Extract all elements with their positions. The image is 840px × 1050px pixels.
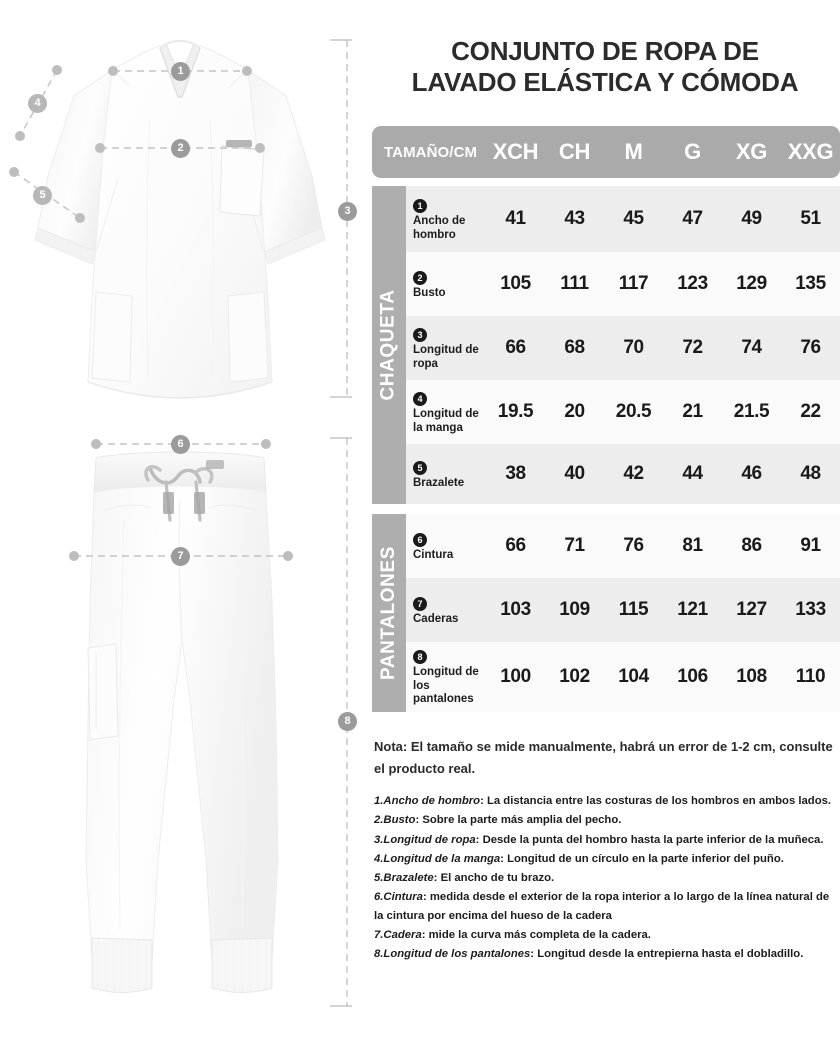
pantalones-rows [406,514,840,712]
row-label [406,594,486,626]
row-number-badge: 4 [413,392,427,406]
cell-value: 121 [677,599,708,620]
definition-text: Sobre la parte más amplia del pecho. [422,814,622,827]
header-size-xg: XG [735,139,768,164]
row-name: Longitud de los pantalones [413,666,479,706]
cell-value: 129 [736,273,767,294]
chart-content-panel [366,0,840,1050]
definition-index: 8. [374,948,384,961]
definition-index: 5. [374,872,384,885]
definition-term: Longitud de los pantalones [383,948,531,961]
cell-value: 104 [618,666,649,687]
definition-index: 6. [374,891,384,904]
row-name: Ancho de hombro [413,215,466,241]
cell-value: 68 [564,337,585,358]
cell-value: 74 [741,337,762,358]
definition-term: Ancho de hombro [383,795,481,807]
definition-term: Brazalete [383,872,434,885]
cell-value: 45 [623,208,644,229]
row-label [406,325,486,371]
cell-value: 135 [795,273,826,294]
definition-index: 3. [374,833,384,846]
row-name: Caderas [413,612,459,625]
cell-value: 66 [505,337,526,358]
row-label [406,458,486,490]
row-name: Longitud de ropa [413,344,479,370]
marker-3-garment-length: 3 [338,202,357,221]
definition-item [374,850,840,868]
definition-text: medida desde el exterior de la ropa interior a lo largo de la línea natural de la cintura por encima del hueso de la cadera [374,891,830,922]
cell-value: 66 [505,535,526,556]
marker-4-sleeve-length: 4 [28,94,47,113]
cell-value: 108 [736,666,767,687]
table-row [406,642,840,712]
marker-7-hips: 7 [171,547,190,566]
definition-term: Cintura [383,891,423,904]
table-row [406,444,840,504]
cell-value: 76 [800,337,821,358]
page-title [372,36,838,98]
definition-item [374,945,840,963]
table-row [406,514,840,578]
cell-value: 48 [800,463,821,484]
cell-value: 40 [564,463,585,484]
definition-text: Longitud de un círculo en la parte inferior del puño. [507,852,784,865]
cell-value: 115 [618,599,649,620]
row-number-badge: 8 [413,650,427,664]
header-size-ch: CH [558,139,591,164]
section-chaqueta [372,186,840,504]
definition-term: Cadera [383,929,422,942]
definition-text: Longitud desde la entrepierna hasta el dobladillo. [537,948,804,961]
row-number-badge: 6 [413,533,427,547]
definition-item [374,869,840,887]
cell-value: 102 [559,666,590,687]
definition-separator: : [422,891,430,904]
cell-value: 71 [564,535,585,556]
table-row [406,316,840,380]
marker-5-armband: 5 [33,186,52,205]
chaqueta-rows [406,186,840,504]
definition-text: Desde la punta del hombro hasta la parte inferior de la muñeca. [482,833,824,846]
page-title-line-2: LAVADO ELÁSTICA Y CÓMODA [411,67,799,98]
header-size-xch: XCH [492,139,539,164]
garment-illustration-panel [0,0,360,1050]
header-size-g: G [684,139,701,164]
cell-value: 127 [736,599,767,620]
cell-value: 76 [623,535,644,556]
row-label [406,530,486,562]
definition-text: mide la curva más completa de la cadera. [428,929,651,942]
header-size-xxg: XXG [787,139,834,164]
scrub-pants-illustration [86,452,278,993]
row-name: Cintura [413,548,454,561]
row-number-badge: 2 [413,271,427,285]
cell-value: 86 [741,535,762,556]
definition-separator: : [480,795,487,807]
marker-8-pants-length: 8 [338,712,357,731]
cell-value: 100 [500,666,531,687]
table-row [406,578,840,642]
definition-item [374,792,840,810]
cell-value: 105 [500,273,531,294]
cell-value: 70 [623,337,644,358]
table-row [406,380,840,444]
header-size-label: TAMAÑO/CM [384,143,478,161]
definition-term: Busto [383,814,416,827]
cell-value: 20 [564,401,585,422]
cell-value: 103 [500,599,531,620]
table-row [406,186,840,252]
row-label [406,647,486,706]
row-number-badge: 7 [413,597,427,611]
cell-value: 111 [560,273,589,294]
table-row [406,252,840,316]
row-number-badge: 1 [413,199,427,213]
definition-index: 4. [374,852,384,865]
row-number-badge: 5 [413,461,427,475]
cell-value: 42 [623,463,644,484]
definition-term: Longitud de ropa [383,833,476,846]
category-label-chaqueta [372,186,406,504]
row-label [406,196,486,242]
row-name: Busto [413,286,446,299]
definition-separator: : [433,872,441,885]
cell-value: 49 [741,208,762,229]
section-pantalones [372,514,840,712]
cell-value: 133 [795,599,826,620]
cell-value: 91 [800,535,821,556]
cell-value: 81 [682,535,703,556]
cell-value: 41 [505,208,526,229]
marker-2-bust: 2 [171,139,190,158]
cell-value: 21.5 [733,401,770,422]
cell-value: 44 [682,463,703,484]
cell-value: 21 [682,401,703,422]
cell-value: 109 [559,599,590,620]
definition-item [374,888,840,925]
definition-separator: : [530,948,538,961]
definition-index: 1. [374,795,384,807]
marker-6-waist: 6 [171,435,190,454]
cell-value: 123 [677,273,708,294]
definition-item [374,831,840,849]
category-text-pantalones: PANTALONES [378,545,400,681]
definition-item [374,926,840,944]
definition-separator: : [475,833,483,846]
marker-1-shoulder-width: 1 [171,62,190,81]
definition-separator: : [500,852,508,865]
row-label [406,389,486,435]
cell-value: 47 [682,208,703,229]
category-text-chaqueta: CHAQUETA [378,289,399,401]
cell-value: 19.5 [497,401,534,422]
definitions-list [374,792,840,965]
row-name: Brazalete [413,476,465,489]
size-table-header [372,126,840,178]
cell-value: 117 [618,273,649,294]
row-number-badge: 3 [413,328,427,342]
definition-separator: : [415,814,423,827]
definition-text: El ancho de tu brazo. [440,872,555,885]
definition-term: Longitud de la manga [383,852,501,865]
definition-text: La distancia entre las costuras de los hombros en ambos lados. [486,795,832,807]
cell-value: 20.5 [615,401,652,422]
definition-item [374,811,840,829]
header-size-m: M [624,139,643,164]
category-label-pantalones [372,514,406,712]
definition-index: 7. [374,929,384,942]
cell-value: 43 [564,208,585,229]
cell-value: 38 [505,463,526,484]
row-name: Longitud de la manga [413,408,479,434]
cell-value: 46 [741,463,762,484]
row-label [406,268,486,300]
cell-value: 72 [682,337,703,358]
definition-index: 2. [374,814,384,827]
page-title-line-1: CONJUNTO DE ROPA DE [451,36,759,66]
cell-value: 22 [800,401,821,422]
cell-value: 51 [800,208,821,229]
measurement-note: Nota: El tamaño se mide manualmente, habrá un error de 1-2 cm, consulte el producto real. [374,739,833,777]
cell-value: 110 [795,666,826,687]
definition-separator: : [421,929,429,942]
cell-value: 106 [677,666,708,687]
